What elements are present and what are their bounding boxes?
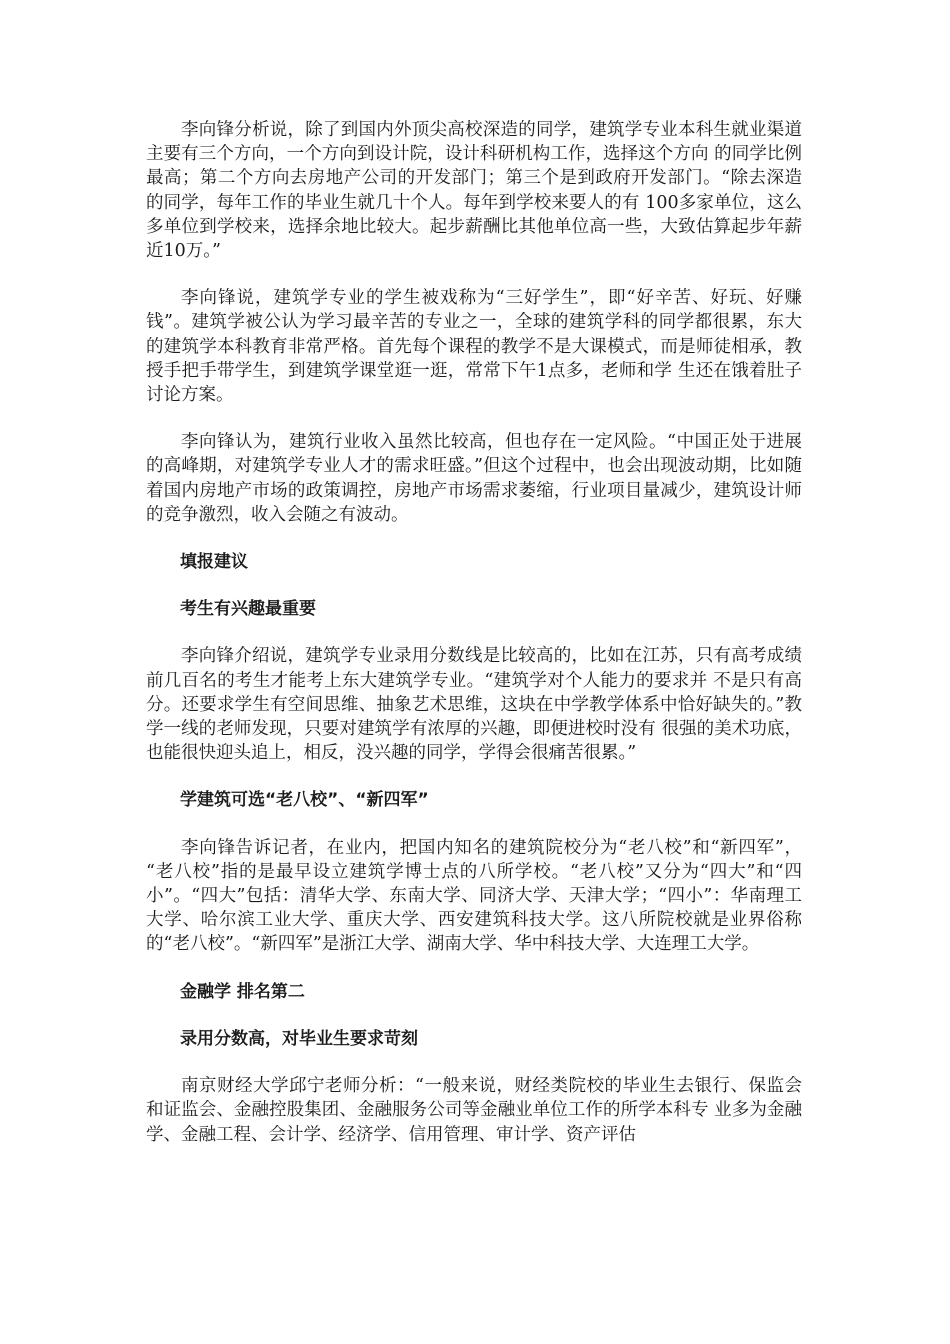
heading-interest-matters: 考生有兴趣最重要 bbox=[180, 599, 316, 620]
paragraph-finance-analysis: 南京财经大学邱宁老师分析：“一般来说，财经类院校的毕业生去银行、保监会和证监会、金融控股集团、金融服务公司等金融业单位工作的所学本科专 业多为金融学、金融工程、会计学、经济学、信用管理、审计学、资产评估 bbox=[146, 1076, 802, 1145]
heading-finance-rank: 金融学 排名第二 bbox=[180, 981, 305, 1002]
paragraph-admission-scores: 李向锋介绍说，建筑学专业录用分数线是比较高的，比如在江苏，只有高考成绩前几百名的考生才能考上东大建筑学专业。“建筑学对个人能力的要求并 不是只有高分。还要求学生有空间思维、抽象艺术思维，这块在中学教学体系中恰好缺失的。”教学一线的老师发现，只要对建筑学有浓厚的兴趣，即便进校时没有 很强的美术功底，也能很快迎头追上，相反，没兴趣的同学，学得会很痛苦很累。” bbox=[146, 646, 802, 764]
heading-architecture-schools: 学建筑可选“老八校”、“新四军” bbox=[180, 790, 429, 811]
paragraph-industry-risk: 李向锋认为，建筑行业收入虽然比较高，但也存在一定风险。“中国正处于进展的高峰期，对建筑学专业人才的需求旺盛。”但这个过程中，也会出现波动期，比如随着国内房地产市场的政策调控，房地产市场需求萎缩，行业项目量减少，建筑设计师的竞争激烈，收入会随之有波动。 bbox=[146, 432, 802, 525]
heading-application-advice: 填报建议 bbox=[180, 552, 248, 573]
paragraph-employment-directions: 李向锋分析说，除了到国内外顶尖高校深造的同学，建筑学专业本科生就业渠道主要有三个方向，一个方向到设计院，设计科研机构工作，选择这个方向 的同学比例最高；第二个方向去房地产公司的开发部门；第三个是到政府开发部门。“除去深造的同学，每年工作的毕业生就几十个人。每年到学校来要人的有 100多家单位，这么多单位到学校来，选择余地比较大。起步薪酬比其他单位高一些，大致估算起步年薪近10万。” bbox=[146, 120, 802, 262]
heading-finance-requirements: 录用分数高，对毕业生要求苛刻 bbox=[180, 1028, 418, 1049]
paragraph-eight-old-schools: 李向锋告诉记者，在业内，把国内知名的建筑院校分为“老八校”和“新四军”， “老八校”指的是最早设立建筑学博士点的八所学校。“老八校”又分为“四大”和“四小”。“四大”包括：清华大学、东南大学、同济大学、天津大学；“四小”：华南理工大学、哈尔滨工业大学、重庆大学、西安建筑科技大学。这八所院校就是业界俗称的“老八校”。“新四军”是浙江大学、湖南大学、华中科技大学、大连理工大学。 bbox=[146, 837, 802, 955]
document-page bbox=[146, 118, 802, 1170]
paragraph-three-good-students: 李向锋说，建筑学专业的学生被戏称为“三好学生”，即“好辛苦、好玩、好赚钱”。建筑学被公认为学习最辛苦的专业之一，全球的建筑学科的同学都很累，东大的建筑学本科教育非常严格。首先每个课程的教学不是大课模式，而是师徒相承，教授手把手带学生，到建筑学课堂逛一逛，常常下午1点多，老师和学 生还在饿着肚子讨论方案。 bbox=[146, 288, 802, 406]
